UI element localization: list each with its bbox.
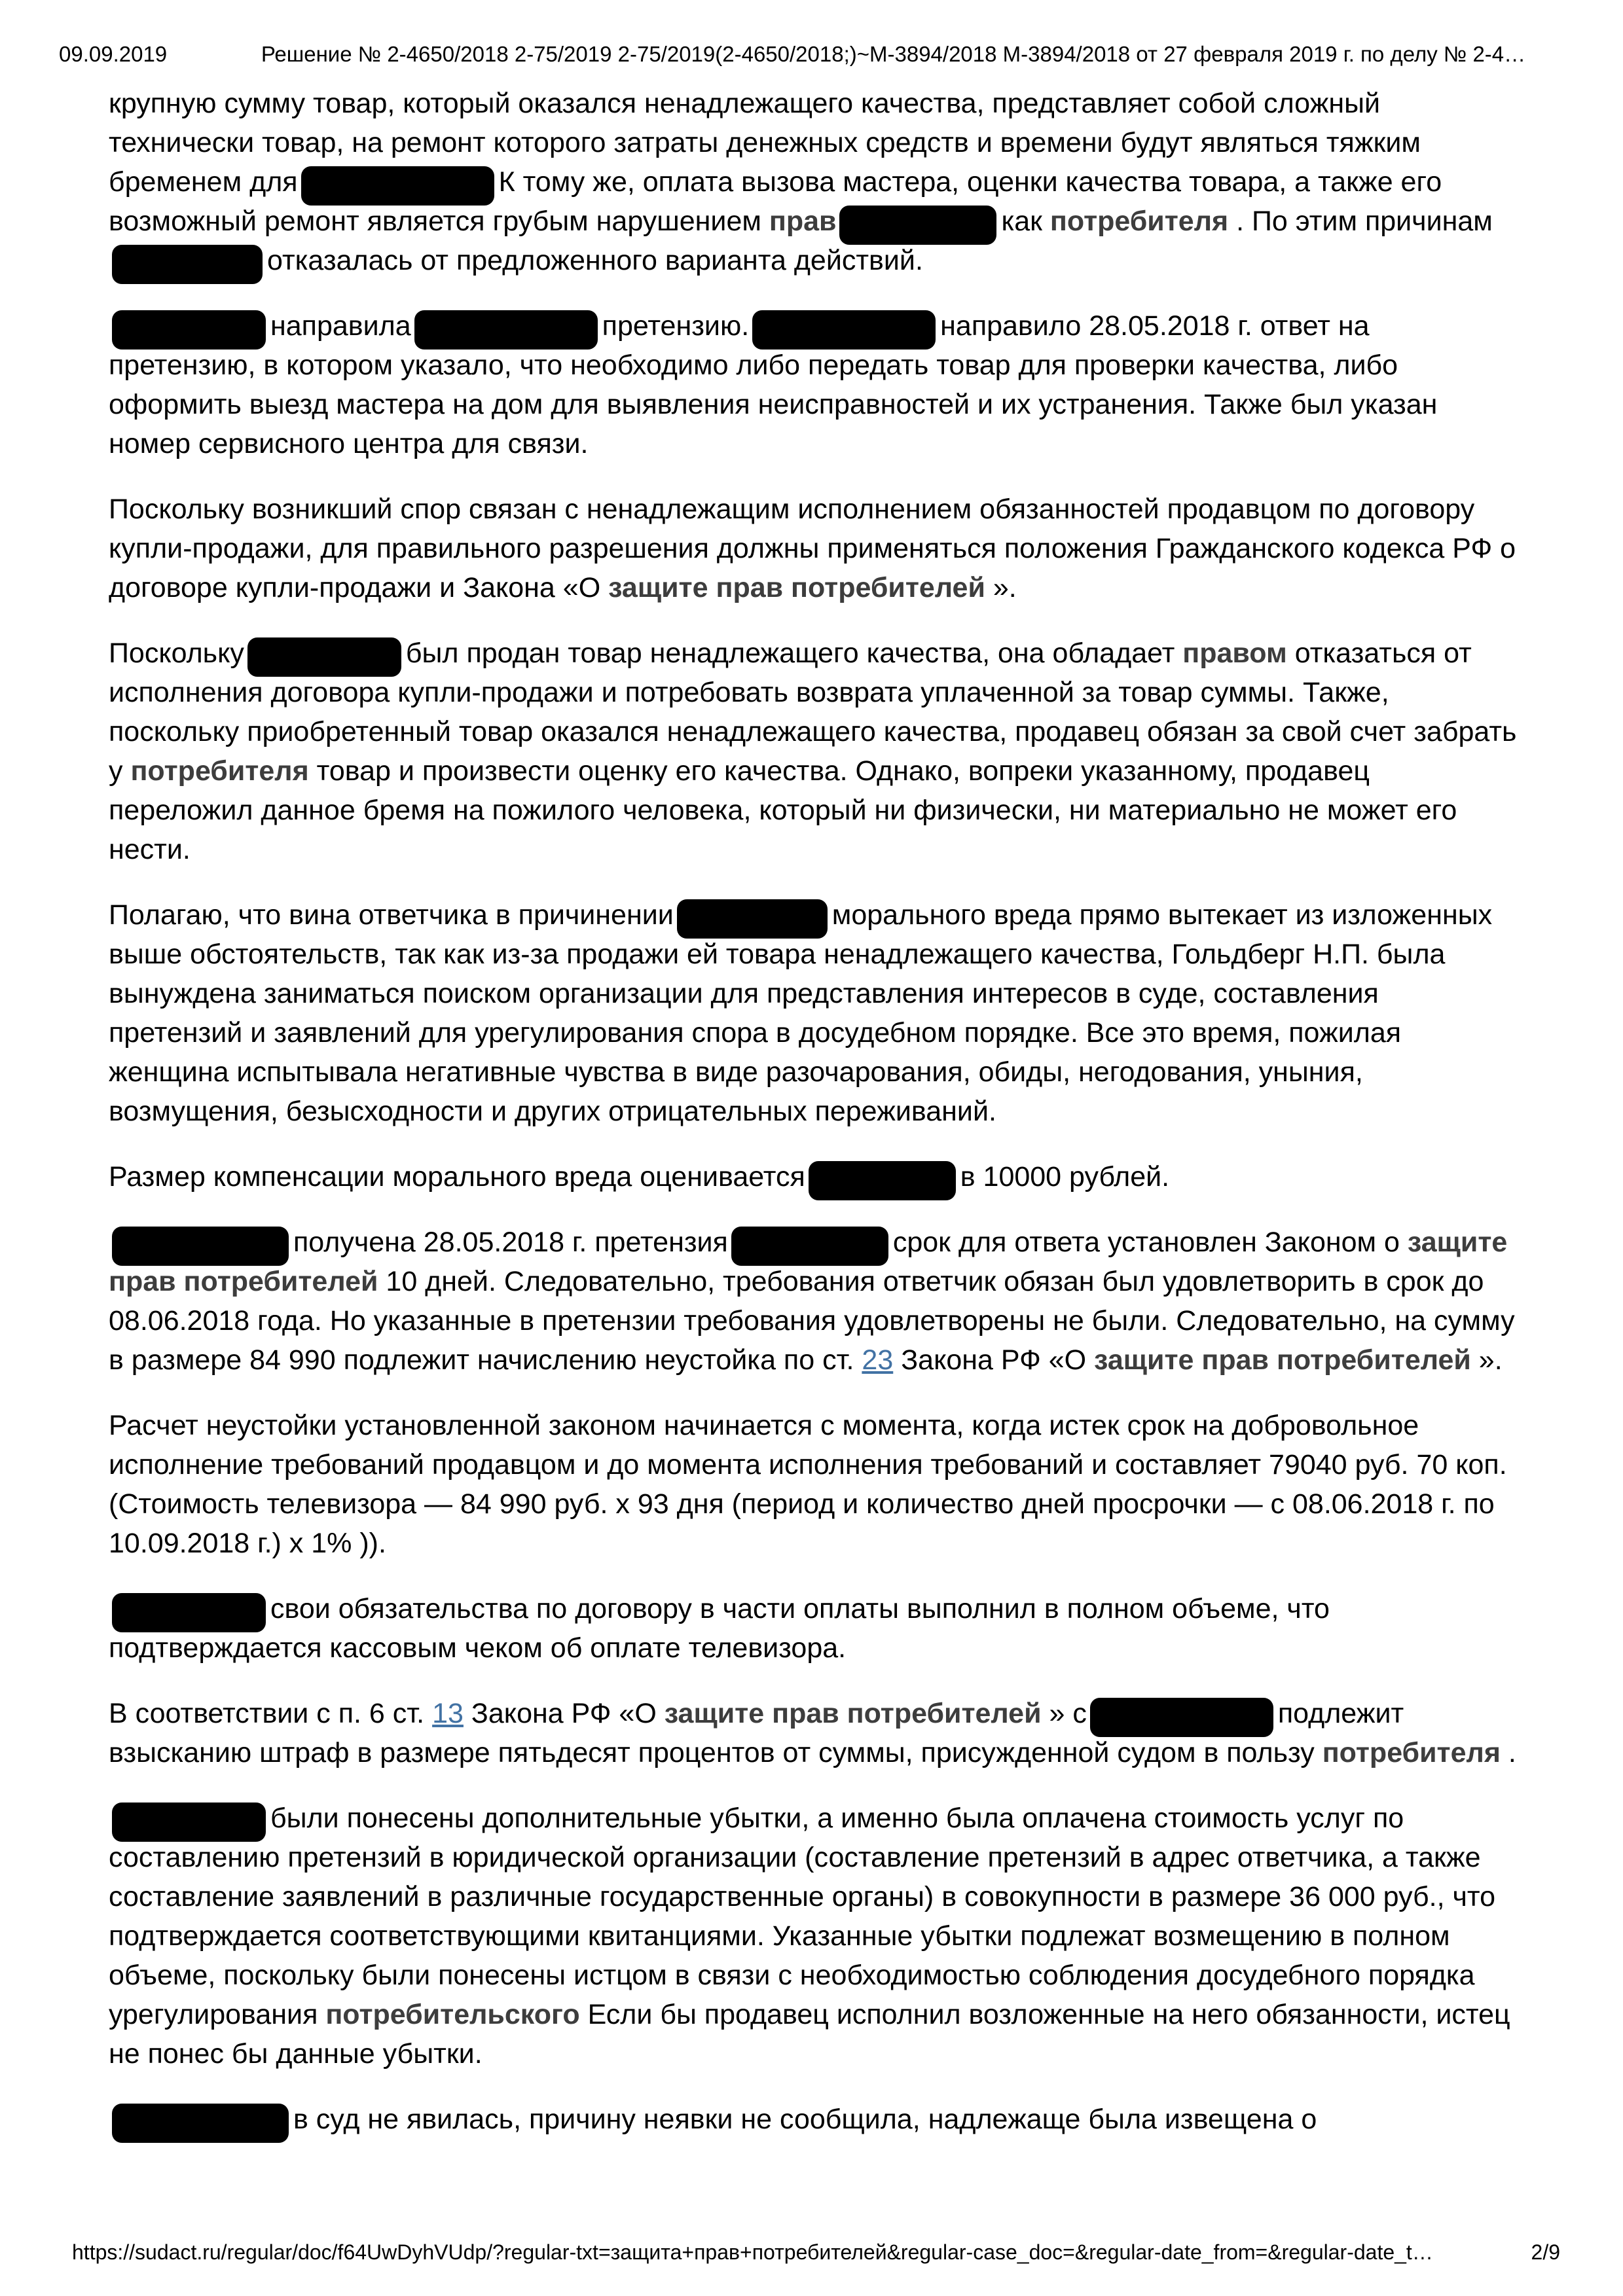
text-run: ». [1470, 1344, 1503, 1376]
text-run: Полагаю, что вина ответчика в причинении [109, 899, 674, 931]
paragraph [109, 895, 1518, 1131]
text-run: морального вреда прямо вытекает из изложенных выше обстоятельств, так как из-за продажи ей товара ненадлежащего качества, Гольдберг Н.П. была вынуждена заниматься поиском организации для представления интересов в суде, составления претензий и заявлений для урегулирования спора в досудебном порядке. Все это время, пожилая женщина испытывала негативные чувства в виде разочарования, обиды, негодования, уныния, возмущения, безысходности и других отрицательных переживаний. [109, 899, 1493, 1127]
header-date: 09.09.2019 [59, 42, 168, 66]
text-run: В соответствии с п. 6 ст. [109, 1698, 433, 1729]
highlighted-term: защите прав потребителей [109, 1227, 1508, 1297]
redaction-box [112, 245, 263, 284]
text-run: получена 28.05.2018 г. претензия [293, 1227, 728, 1258]
text-run: Если бы продавец исполнил возложенные на него обязанности, истец не понес бы данные убытки. [109, 1999, 1510, 2070]
paragraph [109, 306, 1518, 463]
text-run: претензию. [602, 310, 750, 342]
text-run: отказаться от исполнения договора купли-продажи и потребовать возврата уплаченной за товар суммы. Также, поскольку приобретенный товар оказался ненадлежащего качества, продавец обязан за свой счет забрать у [109, 637, 1517, 787]
highlighted-term: защите прав потребителей [664, 1698, 1042, 1729]
text-run: » с [1041, 1698, 1087, 1729]
highlighted-term: потребителя [1049, 206, 1229, 237]
statute-link[interactable]: 13 [432, 1698, 464, 1729]
text-run: свои обязательства по договору в части оплаты выполнил в полном объеме, что подтверждается кассовым чеком об оплате телевизора. [109, 1593, 1330, 1664]
redaction-box [1090, 1698, 1273, 1737]
redaction-box [247, 637, 401, 677]
document-body [109, 84, 1518, 2165]
text-run: товар и произвести оценку его качества. Однако, вопреки указанному, продавец переложил данное бремя на пожилого человека, который ни физически, ни материально не может его нести. [109, 755, 1457, 865]
highlighted-term: защите прав потребителей [1094, 1344, 1471, 1376]
redaction-box [839, 206, 996, 245]
paragraph [109, 1157, 1518, 1196]
text-run: 10 дней. Следовательно, требования ответчик обязан был удовлетворить в срок до 08.06.2018 года. Но указанные в претензии требования удовлетворены не были. Следовательно, на сумму в размере 84 990 подлежит начислению неустойка по ст. [109, 1266, 1515, 1376]
paragraph [109, 84, 1518, 280]
text-run: Расчет неустойки установленной законом начинается с момента, когда истек срок на добровольное исполнение требований продавцом и до момента исполнения требований и составляет 79040 руб. 70 коп. (Стоимость телевизора — 84 990 руб. х 93 дня (период и количество дней просрочки — с 08.06.2018 г. по 10.09.2018 г.) х 1% )). [109, 1410, 1507, 1559]
text-run: отказалась от предложенного варианта действий. [267, 245, 923, 276]
document-title: Решение № 2-4650/2018 2-75/2019 2-75/2019(2-4650/2018;)~М-3894/2018 М-3894/2018 от 27 февраля 2019 г. по делу № 2-4… [261, 42, 1526, 66]
paragraph [109, 1223, 1518, 1380]
highlighted-term: потребительского [325, 1999, 580, 2030]
redaction-box [112, 1803, 266, 1842]
redaction-box [752, 310, 936, 350]
text-run: в суд не явилась, причину неявки не сообщила, надлежаще была извещена о [293, 2104, 1317, 2135]
text-run: . По этим причинам [1228, 206, 1493, 237]
text-run: в 10000 рублей. [960, 1161, 1170, 1193]
paragraph [109, 634, 1518, 869]
text-run: был продан товар ненадлежащего качества, она обладает [405, 637, 1183, 669]
text-run: . [1500, 1737, 1516, 1768]
text-run: ». [985, 572, 1017, 603]
page-indicator: 2/9 [1531, 2240, 1560, 2264]
paragraph [109, 1694, 1518, 1772]
text-run: Закона РФ «О [893, 1344, 1095, 1376]
paragraph [109, 1406, 1518, 1563]
text-run: были понесены дополнительные убытки, а именно была оплачена стоимость услуг по составлению претензий в юридической организации (составление претензий в адрес ответчика, а также составление заявлений в различные государственные органы) в совокупности в размере 36 000 руб., что подтверждается соответствующими квитанциями. Указанные убытки подлежат возмещению в полном объеме, поскольку были понесены истцом в связи с необходимостью соблюдения досудебного порядка урегулирования [109, 1803, 1496, 2030]
redaction-box [112, 310, 266, 350]
text-run: Закона РФ «О [463, 1698, 665, 1729]
highlighted-term: правом [1182, 637, 1287, 669]
redaction-box [677, 899, 828, 939]
paragraph [109, 2100, 1518, 2139]
source-url: https://sudact.ru/regular/doc/f64UwDyhVUdp/?regular-txt=защита+прав+потребителей&regular-case_doc=&regular-date_from=&regular-date_t… [72, 2240, 1433, 2264]
text-run: как [1001, 206, 1050, 237]
redaction-box [731, 1227, 888, 1266]
text-run: крупную сумму товар, который оказался ненадлежащего качества, представляет собой сложный технически товар, на ремонт которого затраты денежных средств и времени будут являться тяжким бременем для [109, 88, 1421, 198]
statute-link[interactable]: 23 [862, 1344, 894, 1376]
paragraph [109, 490, 1518, 607]
highlighted-term: потребителя [1322, 1737, 1501, 1768]
redaction-box [809, 1161, 956, 1200]
redaction-box [112, 2104, 289, 2143]
text-run: Размер компенсации морального вреда оценивается [109, 1161, 805, 1193]
paragraph [109, 1589, 1518, 1668]
highlighted-term: прав [769, 206, 837, 237]
text-run: подлежит взысканию штраф в размере пятьдесят процентов от суммы, присужденной судом в пользу [109, 1698, 1404, 1768]
redaction-box [301, 166, 494, 206]
text-run: срок для ответа установлен Законом о [892, 1227, 1408, 1258]
redaction-box [112, 1227, 289, 1266]
text-run: К тому же, оплата вызова мастера, оценки качества товара, а также его возможный ремонт является грубым нарушением [109, 166, 1442, 237]
highlighted-term: потребителя [130, 755, 309, 787]
print-header [0, 39, 1623, 69]
text-run: Поскольку возникший спор связан с ненадлежащим исполнением обязанностей продавцом по договору купли-продажи, для правильного разрешения должны применяться положения Гражданского кодекса РФ о договоре купли-продажи и Закона «О [109, 493, 1516, 603]
print-footer [72, 2238, 1560, 2266]
text-run: Поскольку [109, 637, 244, 669]
paragraph [109, 1799, 1518, 2073]
text-run: направило 28.05.2018 г. ответ на претензию, в котором указало, что необходимо либо передать товар для проверки качества, либо оформить выезд мастера на дом для выявления неисправностей и их устранения. Также был указан номер сервисного центра для связи. [109, 310, 1438, 459]
highlighted-term: защите прав потребителей [608, 572, 985, 603]
redaction-box [414, 310, 598, 350]
redaction-box [112, 1593, 266, 1632]
text-run: направила [270, 310, 411, 342]
